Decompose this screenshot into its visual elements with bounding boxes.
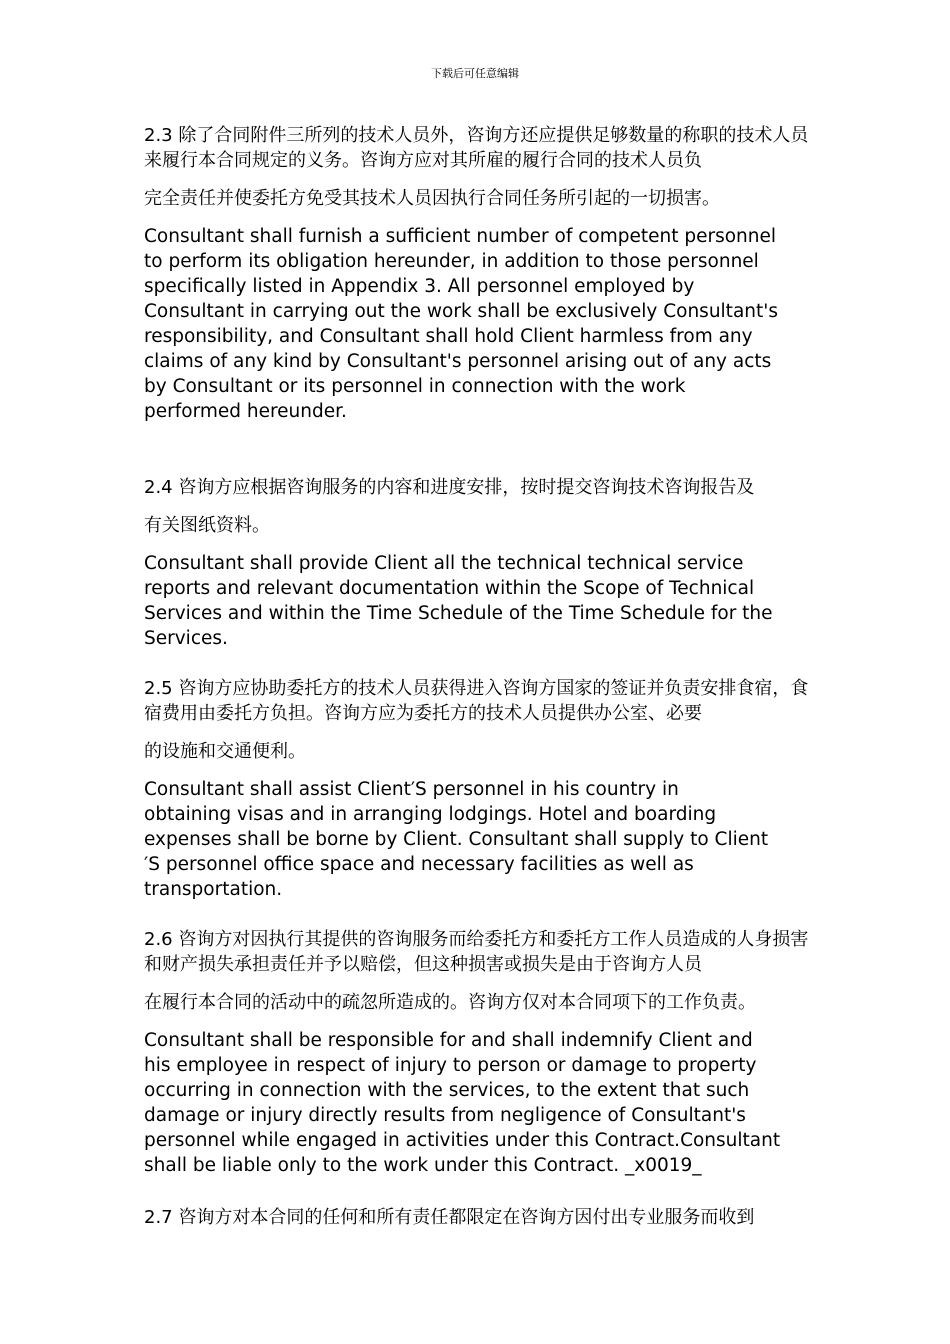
section-2-4-chinese-text: 咨询方应根据咨询服务的内容和进度安排，按时提交咨询技术咨询报告及 [178, 477, 755, 498]
document-body [144, 123, 814, 1230]
section-2-6-english: Consultant shall be responsible for and shall indemnify Client and his employee in respect of injury to person or damage to property occurring in connection with the services, to the extent that such damage or injury directly results from negligence of Consultant's personnel while engaged in activities under this Contract.Consultant shall be liable only to the work under this Contract. _x0019_ [144, 1030, 781, 1176]
section-2-6-chinese-text: 咨询方对因执行其提供的咨询服务而给委托方和委托方工作人员造成的人身损害和财产损失承担责任并予以赔偿，但这种损害或损失是由于咨询方人员 [144, 929, 809, 975]
section-number: 2.3 [144, 125, 173, 146]
section-2-4-chinese-last-line: 有关图纸资料。 [144, 515, 270, 536]
section-2-3-english: Consultant shall furnish a sufficient number of competent personnel to perform its obligation hereunder, in addition to those personnel specifically listed in Appendix 3. All personnel employed by Consultant in carrying out the work shall be exclusively Consultant's responsibility, and Consultant shall hold Client harmless from any claims of any kind by Consultant's personnel arising out of any acts by Consultant or its personnel in connection with the work performed hereunder. [144, 226, 778, 422]
section-2-7 [144, 1205, 814, 1230]
section-2-5-chinese-text: 咨询方应协助委托方的技术人员获得进入咨询方国家的签证并负责安排食宿，食宿费用由委托方负担。咨询方应为委托方的技术人员提供办公室、必要 [144, 678, 809, 724]
section-2-4-english: Consultant shall provide Client all the technical technical service reports and relevant documentation within the Scope of Technical Services and within the Time Schedule of the Time Schedule for the Services. [144, 553, 773, 649]
section-number: 2.4 [144, 477, 173, 498]
section-2-6-chinese-last-line: 在履行本合同的活动中的疏忽所造成的。咨询方仅对本合同项下的工作负责。 [144, 992, 756, 1013]
section-2-5-chinese-last-line: 的设施和交通便利。 [144, 741, 306, 762]
section-2-5 [144, 676, 814, 902]
section-2-7-chinese [144, 1205, 814, 1230]
section-number: 2.5 [144, 678, 173, 699]
section-number: 2.7 [144, 1207, 173, 1228]
section-2-5-chinese [144, 676, 814, 726]
section-2-3-chinese-text: 除了合同附件三所列的技术人员外，咨询方还应提供足够数量的称职的技术人员来履行本合同规定的义务。咨询方应对其所雇的履行合同的技术人员负 [144, 125, 809, 171]
section-2-3-chinese [144, 123, 814, 173]
section-number: 2.6 [144, 929, 173, 950]
section-2-4-chinese [144, 475, 814, 500]
section-2-7-chinese-text: 咨询方对本合同的任何和所有责任都限定在咨询方因付出专业服务而收到 [178, 1207, 755, 1228]
section-2-4 [144, 475, 814, 651]
section-2-6-chinese [144, 927, 814, 977]
section-2-3 [144, 123, 814, 424]
section-2-5-english: Consultant shall assist Client′S personnel in his country in obtaining visas and in arranging lodgings. Hotel and boarding expenses shall be borne by Client. Consultant shall supply to Client ′S personnel office space and necessary facilities as well as transportation. [144, 779, 769, 900]
section-2-6 [144, 927, 814, 1178]
page-header: 下载后可任意编辑 [431, 67, 519, 80]
section-2-3-chinese-last-line: 完全责任并使委托方免受其技术人员因执行合同任务所引起的一切损害。 [144, 188, 720, 209]
